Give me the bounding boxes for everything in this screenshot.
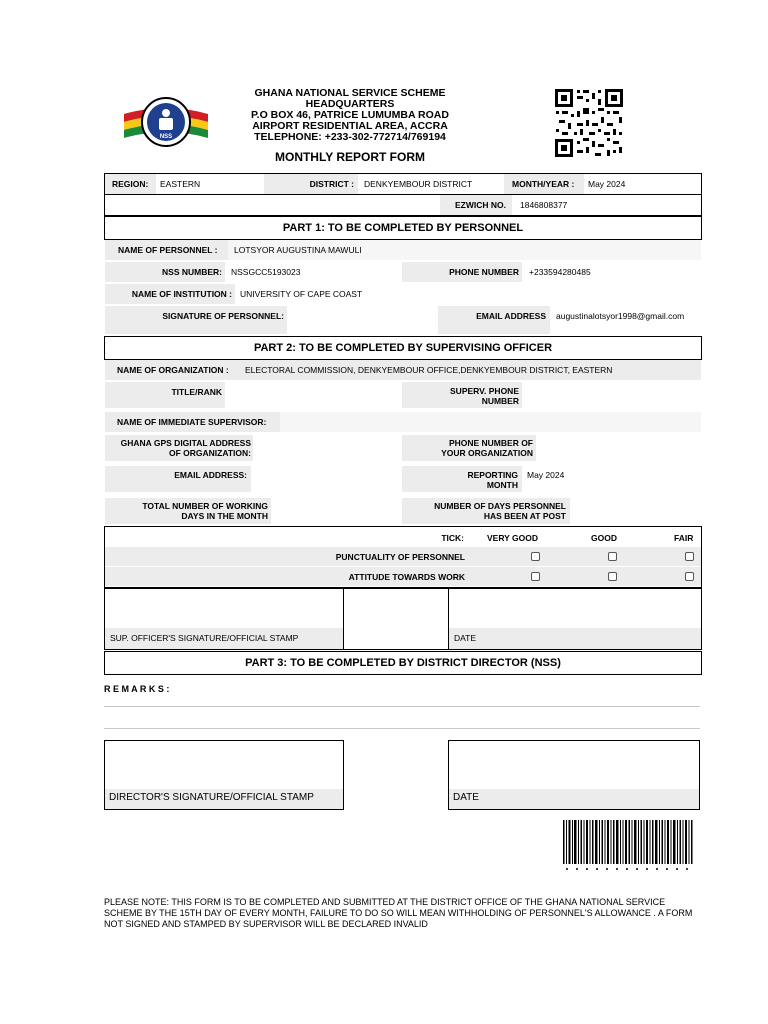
sup-stamp-box[interactable] xyxy=(343,588,449,650)
remarks-label: R E M A R K S : xyxy=(104,684,170,694)
punctuality-good-checkbox[interactable] xyxy=(608,552,617,561)
email-value[interactable]: augustinalotsyor1998@gmail.com xyxy=(556,311,685,321)
ezwich-row xyxy=(104,194,702,216)
title-rank-label: TITLE/RANK xyxy=(171,387,222,397)
director-signature-label: DIRECTOR'S SIGNATURE/OFFICIAL STAMP xyxy=(109,792,314,803)
region-label: REGION: xyxy=(112,179,149,189)
telephone-line: TELEPHONE: +233-302-772714/769194 xyxy=(254,131,446,143)
institution-label: NAME OF INSTITUTION : xyxy=(131,289,232,299)
remarks-line-2[interactable] xyxy=(104,728,700,729)
barcode-icon xyxy=(563,820,693,872)
nss-logo-icon xyxy=(122,92,210,156)
attitude-very-good-checkbox[interactable] xyxy=(531,572,540,581)
director-date-label-cell xyxy=(449,789,699,809)
immediate-supervisor-label: NAME OF IMMEDIATE SUPERVISOR: xyxy=(117,417,267,427)
org-email-label: EMAIL ADDRESS: xyxy=(174,470,247,480)
month-year-value[interactable]: May 2024 xyxy=(588,179,626,189)
phone-number-value[interactable]: +233594280485 xyxy=(529,267,591,277)
reporting-month-value[interactable]: May 2024 xyxy=(527,470,565,480)
organization-label: NAME OF ORGANIZATION : xyxy=(117,365,229,375)
reporting-label-2: MONTH xyxy=(486,480,518,490)
nss-number-label: NSS NUMBER: xyxy=(162,267,222,277)
tick-label: TICK: xyxy=(441,533,464,543)
attitude-label: ATTITUDE TOWARDS WORK xyxy=(348,572,465,582)
qr-code-icon xyxy=(554,88,624,158)
org-phone-label-2: YOUR ORGANIZATION xyxy=(441,448,533,458)
attitude-good-checkbox[interactable] xyxy=(608,572,617,581)
submission-note: PLEASE NOTE: THIS FORM IS TO BE COMPLETED AND SUBMITTED AT THE DISTRICT OFFICE OF THE GHANA NATIONAL SERVICE SCHEME BY THE 15TH DAY OF EVERY MONTH, FAILURE TO DO SO WILL MEAN WITHHOLDING OF PERSONNEL'S ALLOWANCE . A FORM NOT SIGNED AND STAMPED BY SUPERVISOR WILL BE DECLARED INVALID xyxy=(104,897,693,929)
remarks-line-1[interactable] xyxy=(104,706,700,707)
working-days-label-1: TOTAL NUMBER OF WORKING xyxy=(142,501,268,511)
nss-number-value[interactable]: NSSGCC5193023 xyxy=(231,267,301,277)
po-box-line: P.O BOX 46, PATRICE LUMUMBA ROAD xyxy=(251,109,449,121)
punctuality-very-good-checkbox[interactable] xyxy=(531,552,540,561)
month-year-label: MONTH/YEAR : xyxy=(512,179,575,189)
org-name: GHANA NATIONAL SERVICE SCHEME xyxy=(254,87,446,99)
institution-value[interactable]: UNIVERSITY OF CAPE COAST xyxy=(240,289,363,299)
gps-label-2: OF ORGANIZATION: xyxy=(169,448,251,458)
sup-signature-label: SUP. OFFICER'S SIGNATURE/OFFICIAL STAMP xyxy=(110,633,299,643)
region-value[interactable]: EASTERN xyxy=(160,179,201,189)
headquarters-line: HEADQUARTERS xyxy=(305,98,395,110)
personnel-name-label: NAME OF PERSONNEL : xyxy=(118,245,218,255)
punctuality-label: PUNCTUALITY OF PERSONNEL xyxy=(335,552,465,562)
part1-title: PART 1: TO BE COMPLETED BY PERSONNEL xyxy=(282,222,524,234)
phone-number-label: PHONE NUMBER xyxy=(449,267,519,277)
gps-label-1: GHANA GPS DIGITAL ADDRESS xyxy=(120,438,251,448)
area-line: AIRPORT RESIDENTIAL AREA, ACCRA xyxy=(252,120,448,132)
district-label: DISTRICT : xyxy=(309,179,354,189)
days-at-post-label-2: HAS BEEN AT POST xyxy=(483,511,566,521)
part3-title: PART 3: TO BE COMPLETED BY DISTRICT DIRECTOR (NSS) xyxy=(245,657,561,669)
organization-value[interactable]: ELECTORAL COMMISSION, DENKYEMBOUR OFFICE,DENKYEMBOUR DISTRICT, EASTERN xyxy=(245,365,613,375)
svg-text:NSS: NSS xyxy=(159,134,173,140)
district-value[interactable]: DENKYEMBOUR DISTRICT xyxy=(364,179,473,189)
ezwich-value[interactable]: 1846808377 xyxy=(520,200,568,210)
personnel-signature-label: SIGNATURE OF PERSONNEL: xyxy=(162,311,284,321)
good-header: GOOD xyxy=(591,533,617,543)
part2-title: PART 2: TO BE COMPLETED BY SUPERVISING OFFICER xyxy=(253,342,553,354)
attitude-fair-checkbox[interactable] xyxy=(685,572,694,581)
working-days-label-2: DAYS IN THE MONTH xyxy=(181,511,268,521)
superv-phone-label-2: NUMBER xyxy=(481,396,519,406)
days-at-post-label-1: NUMBER OF DAYS PERSONNEL xyxy=(434,501,566,511)
fair-header: FAIR xyxy=(674,533,694,543)
director-date-label: DATE xyxy=(453,792,479,803)
superv-phone-label-1: SUPERV. PHONE xyxy=(450,386,519,396)
ezwich-label: EZWICH NO. xyxy=(455,200,506,210)
email-label: EMAIL ADDRESS xyxy=(476,311,546,321)
reporting-label-1: REPORTING xyxy=(467,470,518,480)
form-title: MONTHLY REPORT FORM xyxy=(274,150,425,164)
sup-date-label: DATE xyxy=(454,633,477,643)
punctuality-fair-checkbox[interactable] xyxy=(685,552,694,561)
org-phone-label-1: PHONE NUMBER OF xyxy=(448,438,533,448)
sup-date-label-cell xyxy=(449,628,701,649)
very-good-header: VERY GOOD xyxy=(487,533,539,543)
personnel-name-value[interactable]: LOTSYOR AUGUSTINA MAWULI xyxy=(234,245,362,255)
